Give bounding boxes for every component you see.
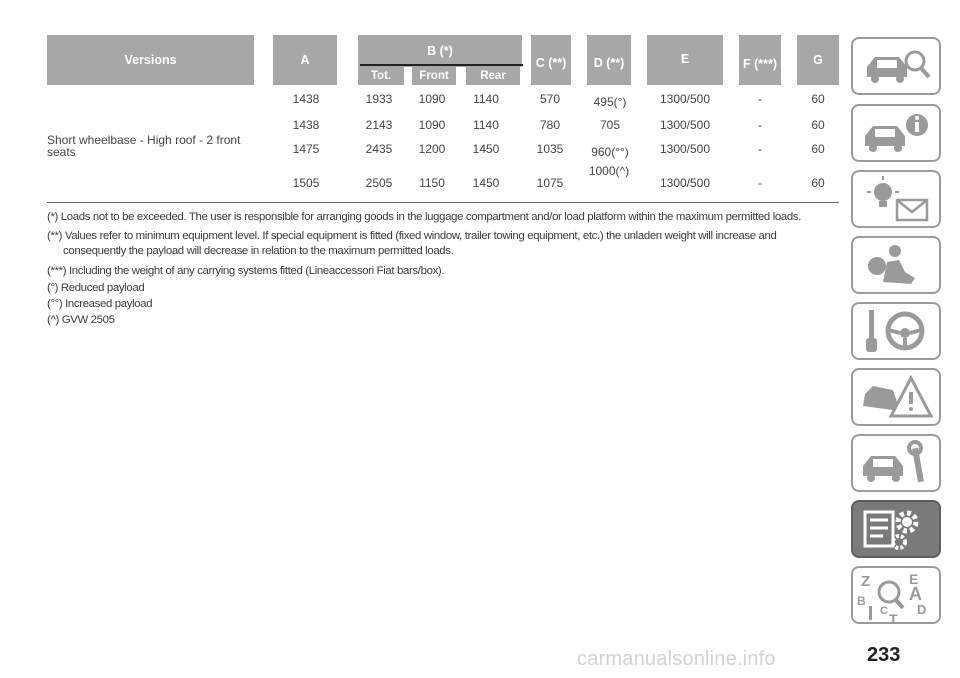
footnote-6: (^) GVW 2505 xyxy=(47,314,115,326)
cell-a: 1438 xyxy=(292,92,320,106)
warning-light-message-icon xyxy=(853,172,939,226)
chapter-tab-index[interactable] xyxy=(851,566,941,624)
cell-c: 1035 xyxy=(536,142,564,156)
alphabet-index-search-icon xyxy=(853,568,939,626)
car-accident-triangle-icon xyxy=(853,370,939,424)
watermark: carmanualsonline.info xyxy=(577,648,776,670)
chapter-tab-safety[interactable] xyxy=(851,236,941,294)
key-steering-wheel-icon xyxy=(853,304,939,358)
index-letter: C xyxy=(880,605,888,617)
cell-g: 60 xyxy=(811,92,825,106)
cell-f: - xyxy=(758,176,762,190)
cell-c: 780 xyxy=(539,118,561,132)
cell-f: - xyxy=(758,92,762,106)
cell-b-rear: 1450 xyxy=(472,176,500,190)
header-versions: Versions xyxy=(47,35,254,85)
index-letter: T xyxy=(889,611,898,626)
chapter-tab-warning-lights[interactable] xyxy=(851,170,941,228)
footnote-2 xyxy=(47,229,837,259)
cell-b-tot: 2435 xyxy=(365,142,393,156)
header-a: A xyxy=(273,35,337,85)
cell-b-front: 1150 xyxy=(419,176,445,190)
footnote-1: (*) Loads not to be exceeded. The user is responsible for arranging goods in the luggage compartment and/or load platform within the maximum permitted loads. xyxy=(47,211,802,223)
index-letter: A xyxy=(909,584,922,604)
cell-e: 1300/500 xyxy=(659,142,711,156)
cell-e: 1300/500 xyxy=(659,92,711,106)
footnote-2-line-2: consequently the payload will decrease in relation to the maximum permitted loads. xyxy=(63,245,454,257)
index-letter: D xyxy=(917,602,927,617)
index-letter: B xyxy=(857,594,866,608)
footnote-5: (°°) Increased payload xyxy=(47,298,153,310)
chapter-tab-maintenance[interactable] xyxy=(851,434,941,492)
header-b-rear: Rear xyxy=(466,67,520,85)
car-wrench-icon xyxy=(853,436,939,490)
airbag-passenger-icon xyxy=(853,238,939,292)
header-b-underline xyxy=(360,64,523,66)
index-letter: Z xyxy=(861,573,871,590)
cell-g: 60 xyxy=(811,176,825,190)
cell-c: 570 xyxy=(539,92,561,106)
header-b: B (*) xyxy=(358,35,522,67)
header-c: C (**) xyxy=(531,35,571,85)
cell-b-tot: 2143 xyxy=(365,118,393,132)
footnote-3: (***) Including the weight of any carrying systems fitted (Lineaccessori Fiat bars/box). xyxy=(47,265,445,277)
cell-c: 1075 xyxy=(536,176,564,190)
cell-a: 1505 xyxy=(292,176,320,190)
cell-g: 60 xyxy=(811,118,825,132)
car-search-icon xyxy=(853,39,939,93)
row-label-version: Short wheelbase - High roof - 2 front seats xyxy=(47,133,241,159)
header-f: F (***) xyxy=(739,35,781,85)
chapter-tab-starting-driving[interactable] xyxy=(851,302,941,360)
cell-b-rear: 1140 xyxy=(473,92,499,106)
header-b-tot: Tot. xyxy=(358,67,404,85)
cell-b-front: 1090 xyxy=(418,118,446,132)
tech-specs-gear-icon xyxy=(853,502,939,556)
page-number: 233 xyxy=(867,644,901,666)
cell-e: 1300/500 xyxy=(659,118,711,132)
header-b-front: Front xyxy=(412,67,456,85)
chapter-tab-instruments[interactable] xyxy=(851,104,941,162)
cell-a: 1438 xyxy=(292,118,320,132)
cell-d: 495(°) xyxy=(593,95,627,109)
cell-b-tot: 2505 xyxy=(365,176,393,190)
cell-g: 60 xyxy=(811,142,825,156)
cell-b-tot: 1933 xyxy=(365,92,393,106)
table-bottom-rule xyxy=(47,202,839,203)
header-e: E xyxy=(647,35,723,85)
cell-d: 960(°°) xyxy=(591,145,629,159)
cell-a: 1475 xyxy=(292,142,320,156)
chapter-tab-getting-to-know[interactable] xyxy=(851,37,941,95)
cell-b-rear: 1140 xyxy=(473,118,499,132)
cell-d: 705 xyxy=(599,118,621,132)
header-d: D (**) xyxy=(587,35,631,85)
cell-b-front: 1200 xyxy=(418,142,446,156)
car-info-icon xyxy=(853,106,939,160)
footnote-4: (°) Reduced payload xyxy=(47,282,145,294)
cell-f: - xyxy=(758,118,762,132)
cell-e: 1300/500 xyxy=(659,176,711,190)
footnote-2-line-1: (**) Values refer to minimum equipment level. If special equipment is fitted (fixed window, trailer towing equipment, etc.) the unladen weight will increase and xyxy=(47,230,777,242)
cell-b-rear: 1450 xyxy=(472,142,500,156)
index-letter: E xyxy=(909,571,919,587)
cell-d: 1000(^) xyxy=(588,164,630,178)
cell-b-front: 1090 xyxy=(418,92,446,106)
header-g: G xyxy=(797,35,839,85)
chapter-tab-emergency[interactable] xyxy=(851,368,941,426)
cell-f: - xyxy=(758,142,762,156)
chapter-tab-technical-specifications[interactable] xyxy=(851,500,941,558)
